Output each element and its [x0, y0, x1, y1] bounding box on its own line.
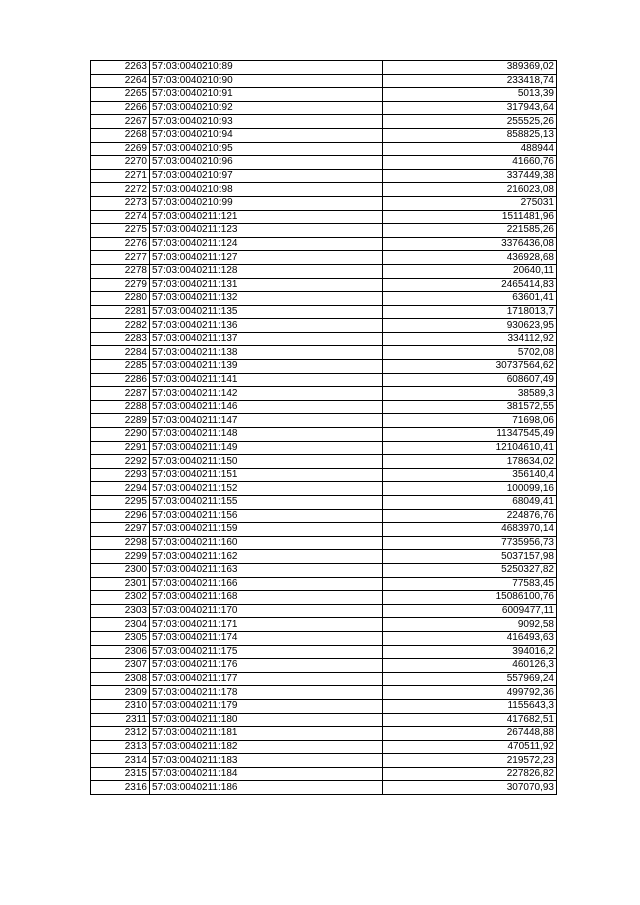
- value-cell: 11347545,49: [383, 428, 557, 442]
- cadastral-number-cell: 57:03:0040211:146: [150, 400, 383, 414]
- value-cell: 356140,4: [383, 468, 557, 482]
- row-number-cell: 2306: [91, 645, 150, 659]
- cadastral-number-cell: 57:03:0040211:151: [150, 468, 383, 482]
- value-cell: 178634,02: [383, 455, 557, 469]
- cadastral-number-cell: 57:03:0040211:135: [150, 305, 383, 319]
- value-cell: 416493,63: [383, 631, 557, 645]
- value-cell: 499792,36: [383, 686, 557, 700]
- table-row: [91, 631, 557, 645]
- cadastral-number-cell: 57:03:0040210:92: [150, 101, 383, 115]
- table-row: [91, 319, 557, 333]
- row-number-cell: 2289: [91, 414, 150, 428]
- value-cell: 41660,76: [383, 156, 557, 170]
- cadastral-number-cell: 57:03:0040211:183: [150, 754, 383, 768]
- cadastral-number-cell: 57:03:0040211:128: [150, 264, 383, 278]
- cadastral-number-cell: 57:03:0040211:156: [150, 509, 383, 523]
- cadastral-number-cell: 57:03:0040211:184: [150, 767, 383, 781]
- row-number-cell: 2265: [91, 88, 150, 102]
- cadastral-number-cell: 57:03:0040211:155: [150, 496, 383, 510]
- cadastral-number-cell: 57:03:0040211:160: [150, 536, 383, 550]
- table-row: [91, 767, 557, 781]
- cadastral-number-cell: 57:03:0040211:171: [150, 618, 383, 632]
- cadastral-number-cell: 57:03:0040211:136: [150, 319, 383, 333]
- table-row: [91, 428, 557, 442]
- cadastral-number-cell: 57:03:0040211:127: [150, 251, 383, 265]
- row-number-cell: 2299: [91, 550, 150, 564]
- value-cell: 5702,08: [383, 346, 557, 360]
- table-row: [91, 781, 557, 795]
- cadastral-number-cell: 57:03:0040211:186: [150, 781, 383, 795]
- row-number-cell: 2272: [91, 183, 150, 197]
- value-cell: 255525,26: [383, 115, 557, 129]
- table-row: [91, 74, 557, 88]
- row-number-cell: 2275: [91, 224, 150, 238]
- table-row: [91, 509, 557, 523]
- table-row: [91, 482, 557, 496]
- value-cell: 30737564,62: [383, 360, 557, 374]
- value-cell: 68049,41: [383, 496, 557, 510]
- cadastral-number-cell: 57:03:0040211:141: [150, 373, 383, 387]
- table-row: [91, 414, 557, 428]
- value-cell: 307070,93: [383, 781, 557, 795]
- table-row: [91, 400, 557, 414]
- value-cell: 608607,49: [383, 373, 557, 387]
- row-number-cell: 2285: [91, 360, 150, 374]
- value-cell: 5250327,82: [383, 563, 557, 577]
- cadastral-number-cell: 57:03:0040211:150: [150, 455, 383, 469]
- table-row: [91, 373, 557, 387]
- table-row: [91, 523, 557, 537]
- value-cell: 317943,64: [383, 101, 557, 115]
- table-row: [91, 686, 557, 700]
- cadastral-value-table: [90, 60, 557, 795]
- cadastral-number-cell: 57:03:0040211:148: [150, 428, 383, 442]
- row-number-cell: 2283: [91, 332, 150, 346]
- value-cell: 100099,16: [383, 482, 557, 496]
- cadastral-number-cell: 57:03:0040211:123: [150, 224, 383, 238]
- table-row: [91, 672, 557, 686]
- table-row: [91, 441, 557, 455]
- row-number-cell: 2278: [91, 264, 150, 278]
- cadastral-number-cell: 57:03:0040210:91: [150, 88, 383, 102]
- cadastral-number-cell: 57:03:0040210:99: [150, 196, 383, 210]
- row-number-cell: 2310: [91, 699, 150, 713]
- row-number-cell: 2267: [91, 115, 150, 129]
- row-number-cell: 2286: [91, 373, 150, 387]
- row-number-cell: 2301: [91, 577, 150, 591]
- cadastral-number-cell: 57:03:0040211:131: [150, 278, 383, 292]
- row-number-cell: 2282: [91, 319, 150, 333]
- table-row: [91, 196, 557, 210]
- value-cell: 3376436,08: [383, 237, 557, 251]
- row-number-cell: 2303: [91, 604, 150, 618]
- table-row: [91, 156, 557, 170]
- table-row: [91, 563, 557, 577]
- table-row: [91, 496, 557, 510]
- table-row: [91, 237, 557, 251]
- value-cell: 219572,23: [383, 754, 557, 768]
- table-row: [91, 713, 557, 727]
- row-number-cell: 2273: [91, 196, 150, 210]
- cadastral-number-cell: 57:03:0040211:132: [150, 292, 383, 306]
- row-number-cell: 2298: [91, 536, 150, 550]
- cadastral-number-cell: 57:03:0040211:159: [150, 523, 383, 537]
- row-number-cell: 2277: [91, 251, 150, 265]
- cadastral-number-cell: 57:03:0040211:162: [150, 550, 383, 564]
- row-number-cell: 2315: [91, 767, 150, 781]
- table-row: [91, 332, 557, 346]
- table-row: [91, 115, 557, 129]
- value-cell: 470511,92: [383, 740, 557, 754]
- row-number-cell: 2266: [91, 101, 150, 115]
- cadastral-number-cell: 57:03:0040211:163: [150, 563, 383, 577]
- table-row: [91, 305, 557, 319]
- value-cell: 5013,39: [383, 88, 557, 102]
- value-cell: 20640,11: [383, 264, 557, 278]
- cadastral-number-cell: 57:03:0040210:98: [150, 183, 383, 197]
- value-cell: 71698,06: [383, 414, 557, 428]
- cadastral-number-cell: 57:03:0040211:176: [150, 659, 383, 673]
- row-number-cell: 2311: [91, 713, 150, 727]
- row-number-cell: 2274: [91, 210, 150, 224]
- table-row: [91, 727, 557, 741]
- row-number-cell: 2305: [91, 631, 150, 645]
- cadastral-number-cell: 57:03:0040211:170: [150, 604, 383, 618]
- row-number-cell: 2308: [91, 672, 150, 686]
- table-row: [91, 264, 557, 278]
- cadastral-number-cell: 57:03:0040211:124: [150, 237, 383, 251]
- value-cell: 224876,76: [383, 509, 557, 523]
- value-cell: 1718013,7: [383, 305, 557, 319]
- table-row: [91, 169, 557, 183]
- row-number-cell: 2293: [91, 468, 150, 482]
- cadastral-number-cell: 57:03:0040211:149: [150, 441, 383, 455]
- cadastral-number-cell: 57:03:0040211:178: [150, 686, 383, 700]
- table-row: [91, 142, 557, 156]
- cadastral-number-cell: 57:03:0040211:142: [150, 387, 383, 401]
- table-row: [91, 278, 557, 292]
- cadastral-number-cell: 57:03:0040211:177: [150, 672, 383, 686]
- row-number-cell: 2290: [91, 428, 150, 442]
- cadastral-number-cell: 57:03:0040211:175: [150, 645, 383, 659]
- value-cell: 389369,02: [383, 61, 557, 75]
- table-row: [91, 292, 557, 306]
- value-cell: 7735956,73: [383, 536, 557, 550]
- cadastral-number-cell: 57:03:0040211:179: [150, 699, 383, 713]
- value-cell: 417682,51: [383, 713, 557, 727]
- table-row: [91, 604, 557, 618]
- row-number-cell: 2309: [91, 686, 150, 700]
- row-number-cell: 2313: [91, 740, 150, 754]
- row-number-cell: 2280: [91, 292, 150, 306]
- row-number-cell: 2314: [91, 754, 150, 768]
- value-cell: 233418,74: [383, 74, 557, 88]
- cadastral-number-cell: 57:03:0040211:147: [150, 414, 383, 428]
- table-row: [91, 224, 557, 238]
- row-number-cell: 2300: [91, 563, 150, 577]
- table-row: [91, 468, 557, 482]
- table-row: [91, 536, 557, 550]
- cadastral-number-cell: 57:03:0040211:181: [150, 727, 383, 741]
- value-cell: 9092,58: [383, 618, 557, 632]
- value-cell: 221585,26: [383, 224, 557, 238]
- value-cell: 77583,45: [383, 577, 557, 591]
- cadastral-number-cell: 57:03:0040210:94: [150, 128, 383, 142]
- value-cell: 12104610,41: [383, 441, 557, 455]
- table-row: [91, 387, 557, 401]
- value-cell: 381572,55: [383, 400, 557, 414]
- cadastral-number-cell: 57:03:0040211:139: [150, 360, 383, 374]
- table-row: [91, 128, 557, 142]
- row-number-cell: 2281: [91, 305, 150, 319]
- value-cell: 1511481,96: [383, 210, 557, 224]
- row-number-cell: 2296: [91, 509, 150, 523]
- table-row: [91, 645, 557, 659]
- value-cell: 337449,38: [383, 169, 557, 183]
- row-number-cell: 2295: [91, 496, 150, 510]
- row-number-cell: 2292: [91, 455, 150, 469]
- value-cell: 1155643,3: [383, 699, 557, 713]
- value-cell: 15086100,76: [383, 591, 557, 605]
- value-cell: 6009477,11: [383, 604, 557, 618]
- cadastral-number-cell: 57:03:0040211:174: [150, 631, 383, 645]
- value-cell: 38589,3: [383, 387, 557, 401]
- table-row: [91, 88, 557, 102]
- row-number-cell: 2284: [91, 346, 150, 360]
- cadastral-number-cell: 57:03:0040211:152: [150, 482, 383, 496]
- table-body: [91, 61, 557, 795]
- value-cell: 460126,3: [383, 659, 557, 673]
- cadastral-number-cell: 57:03:0040211:182: [150, 740, 383, 754]
- table-row: [91, 61, 557, 75]
- cadastral-number-cell: 57:03:0040210:90: [150, 74, 383, 88]
- cadastral-number-cell: 57:03:0040210:93: [150, 115, 383, 129]
- table-row: [91, 346, 557, 360]
- table-row: [91, 183, 557, 197]
- row-number-cell: 2270: [91, 156, 150, 170]
- table-row: [91, 210, 557, 224]
- value-cell: 557969,24: [383, 672, 557, 686]
- value-cell: 334112,92: [383, 332, 557, 346]
- table-row: [91, 360, 557, 374]
- row-number-cell: 2297: [91, 523, 150, 537]
- row-number-cell: 2294: [91, 482, 150, 496]
- value-cell: 63601,41: [383, 292, 557, 306]
- value-cell: 858825,13: [383, 128, 557, 142]
- table-row: [91, 455, 557, 469]
- row-number-cell: 2288: [91, 400, 150, 414]
- value-cell: 930623,95: [383, 319, 557, 333]
- row-number-cell: 2276: [91, 237, 150, 251]
- row-number-cell: 2304: [91, 618, 150, 632]
- value-cell: 227826,82: [383, 767, 557, 781]
- row-number-cell: 2302: [91, 591, 150, 605]
- cadastral-number-cell: 57:03:0040210:89: [150, 61, 383, 75]
- row-number-cell: 2316: [91, 781, 150, 795]
- row-number-cell: 2287: [91, 387, 150, 401]
- row-number-cell: 2279: [91, 278, 150, 292]
- value-cell: 267448,88: [383, 727, 557, 741]
- table-row: [91, 754, 557, 768]
- row-number-cell: 2307: [91, 659, 150, 673]
- table-row: [91, 591, 557, 605]
- table-row: [91, 740, 557, 754]
- table-row: [91, 577, 557, 591]
- cadastral-number-cell: 57:03:0040211:121: [150, 210, 383, 224]
- row-number-cell: 2291: [91, 441, 150, 455]
- value-cell: 394016,2: [383, 645, 557, 659]
- value-cell: 2465414,83: [383, 278, 557, 292]
- row-number-cell: 2268: [91, 128, 150, 142]
- cadastral-number-cell: 57:03:0040211:137: [150, 332, 383, 346]
- value-cell: 216023,08: [383, 183, 557, 197]
- table-row: [91, 101, 557, 115]
- row-number-cell: 2264: [91, 74, 150, 88]
- value-cell: 488944: [383, 142, 557, 156]
- table-row: [91, 699, 557, 713]
- value-cell: 4683970,14: [383, 523, 557, 537]
- cadastral-number-cell: 57:03:0040210:95: [150, 142, 383, 156]
- row-number-cell: 2271: [91, 169, 150, 183]
- row-number-cell: 2269: [91, 142, 150, 156]
- value-cell: 5037157,98: [383, 550, 557, 564]
- value-cell: 436928,68: [383, 251, 557, 265]
- cadastral-number-cell: 57:03:0040211:166: [150, 577, 383, 591]
- value-cell: 275031: [383, 196, 557, 210]
- row-number-cell: 2263: [91, 61, 150, 75]
- cadastral-number-cell: 57:03:0040210:97: [150, 169, 383, 183]
- table-row: [91, 618, 557, 632]
- table-row: [91, 251, 557, 265]
- cadastral-number-cell: 57:03:0040211:180: [150, 713, 383, 727]
- row-number-cell: 2312: [91, 727, 150, 741]
- table-row: [91, 550, 557, 564]
- table-row: [91, 659, 557, 673]
- cadastral-number-cell: 57:03:0040211:168: [150, 591, 383, 605]
- cadastral-number-cell: 57:03:0040210:96: [150, 156, 383, 170]
- cadastral-number-cell: 57:03:0040211:138: [150, 346, 383, 360]
